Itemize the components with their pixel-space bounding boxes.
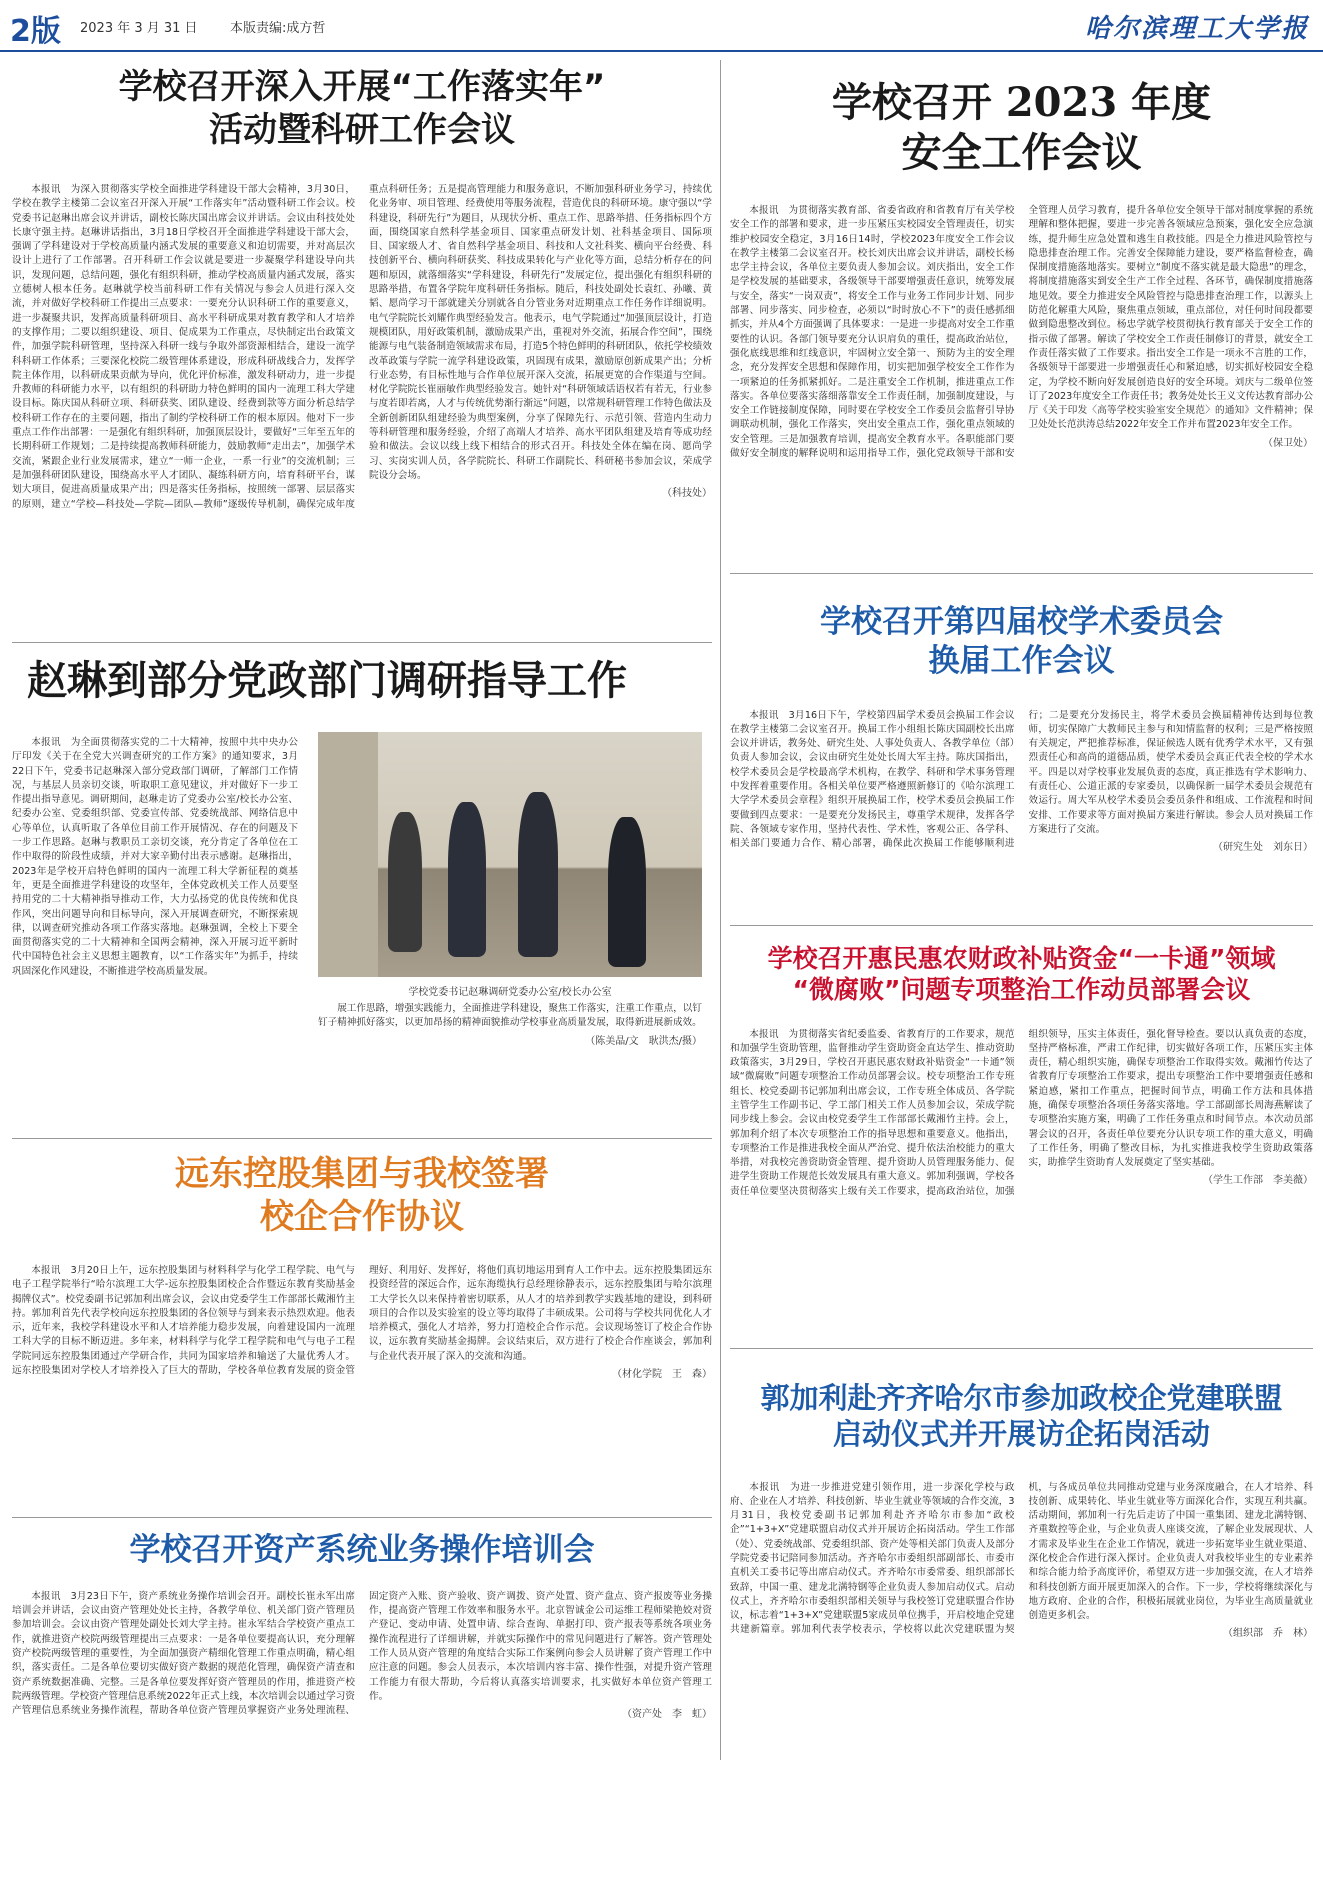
page-header [0,0,1323,52]
article-anti-corruption-title: 学校召开惠民惠农财政补贴资金“一卡通”领域 “微腐败”问题专项整治工作动员部署会议 [767,944,1276,1005]
article-fareast-cooperation-body: 本报讯 3月20日上午，远东控股集团与材料科学与化学工程学院、电气与电子工程学院举行“哈尔滨理工大学-远东控股集团校企合作暨远东教育奖励基金揭牌仪式”。校党委副书记郭加利出席会议，会议由党委学生工作部部长戴湘竹主持。郭加利首先代表学校向远东控股集团的各位领导与到来表示热烈欢迎。他表示，近年来，我校学科建设水平和人才培养能力稳步发展，向着建设国内一流理工科大学的目标不断迈进。多年来，材料科学与化学工程学院和电气与电子工程学院同远东控股集团通过产学研合作，共同为国家培养和输送了大量优秀人才。远东控股集团对学校人才培养投入了巨大的帮助，学校各单位教育发展的资金管理好、利用好、发挥好，将他们真切地运用到育人工作中去。远东控股集团远东投资经营的深远合作，远东海缆执行总经理徐静表示，远东控股集团与哈尔滨理工大学长久以来保持着密切联系，从人才的培养到教学实践基地的建设，到科研项目的合作以及实验室的设立等均取得了丰硕成果。公司将与学校共同优化人才培养模式，强化人才培养，努力打造校企合作示范。会议现场签订了校企合作协议，远东教育奖励基金揭牌。会议结束后，双方进行了校企合作座谈会，郭加利与企业代表开展了深入的交流和沟通。 （材化学院 王 森） [12,1265,712,1381]
section-divider [730,925,1313,926]
article-zhaolin-research [12,650,712,1130]
article-party-alliance [730,1358,1313,1883]
article-asset-training [12,1525,712,1883]
article-fareast-cooperation [12,1145,712,1510]
article-party-alliance-body: 本报讯 为进一步推进党建引领作用，进一步深化学校与政府、企业在人才培养、科技创新、毕业生就业等领域的合作交流，3月31日，我校党委副书记郭加利赴齐齐哈尔市参加“政校企”“1+3+X”党建联盟启动仪式并开展访企拓岗活动。学生工作部（处）、党委统战部、党委组织部、资产处等相关部门负责人及部分学院党委书记陪同参加活动。齐齐哈尔市委组织部副部长、市委市直机关工委书记等出席启动仪式。齐齐哈尔市委常委、组织部部长致辞，中国一重、建龙北满特钢等企业负责人参加启动仪式。启动仪式上，齐齐哈尔市委组织部相关领导与我校签订党建联盟合作协议，标志着“1+3+X”党建联盟5家成员单位携手，开启校地企党建共建新篇章。郭加利代表学校表示，学校将以此次党建联盟为契机，与各成员单位共同推动党建与业务深度融合，在人才培养、科技创新、成果转化、毕业生就业等方面深化合作，实现互利共赢。活动期间，郭加利一行先后走访了中国一重集团、建龙北满特钢、齐重数控等企业，与企业负责人座谈交流，了解企业发展现状、人才需求及毕业生在企业工作情况，就进一步拓宽毕业生就业渠道、深化校企合作进行深入探讨。企业负责人对我校毕业生的专业素养和综合能力给予高度评价，希望双方进一步加强交流，在人才培养和科技创新方面开展更加深入的合作。下一步，学校将继续深化与地方政府、企业的合作，积极拓展就业岗位，为毕业生高质量就业创造更多机会。 （组织部 乔 林） [730,1481,1313,1640]
column-divider [720,60,721,1760]
section-divider [730,1348,1313,1349]
article-anti-corruption-body: 本报讯 为贯彻落实省纪委监委、省教育厅的工作要求，规范和加强学生资助管理，监督推动学生资助资金直达学生、推动资助政策落实，3月29日，学校召开惠民惠农财政补贴资金“一卡通”领域“微腐败”问题专项整治工作动员部署会议。校专项整治工作专班组长、校党委副书记郭加利出席会议，工作专班全体成员、各学院主管学生工作副书记、学工部门相关工作人员参加会议，荣成学院同步线上参会。会议由校党委学生工作部部长戴湘竹主持。会上，郭加利介绍了本次专项整治工作的指导思想和重要意义。他指出，专项整治工作是推进我校全面从严治党、提升依法治校能力的重大举措，对我校完善资助资金管理、提升资助人员管理服务能力、促进学生资助工作规范长效发展具有重大意义。郭加利强调，学校各责任单位要坚决贯彻落实上级有关工作要求，提高政治站位，加强组织领导，压实主体责任，强化督导检查。要以认真负责的态度，坚持严格标准，严肃工作纪律，切实做好各项工作，压紧压实主体责任，精心组织实施，确保专项整治工作取得实效。戴湘竹传达了省教育厅专项整治工作要求，提出专项整治工作中要增强责任感和紧迫感，紧扣工作重点，把握时间节点，明确工作方法和具体措施，确保专项整治各项任务落实落地。学工部副部长周海燕解读了专项整治实施方案，明确了工作任务重点和时间节点。本次动员部署会议的召开，各责任单位要充分认识专项工作的重大意义，明确了工作任务，明确了整改目标，为扎实推进我校学生资助政策落实，助推学生资助育人发展奠定了坚实基础。 （学生工作部 李美薇） [730,1028,1313,1197]
person-figure [518,792,558,957]
person-figure [448,802,486,957]
article-safety-meeting-body: 本报讯 为贯彻落实教育部、省委省政府和省教育厅有关学校安全工作的部署和要求，进一步压紧压实校园安全管理责任，切实维护校园安全稳定，3月16日14时，学校2023年度安全工作会议在教学主楼第二会议室召开。校长刘庆出席会议并讲话，副校长杨忠学主持会议，各单位主要负责人参加会议。刘庆指出，安全工作是学校发展的基础要求，各级领导干部要增强责任意识，统筹发展与安全，落实“一岗双责”，将安全工作与业务工作同步计划、同步部署、同步落实、同步检查，必须以“时时放心不下”的责任感抓细抓实，并从4个方面强调了具体要求：一是进一步提高对安全工作重要性的认识。各部门领导要充分认识肩负的重任，提高政治站位，强化底线思维和红线意识，牢固树立安全第一、预防为主的安全理念，充分发挥安全思想和保障作用，切实把加强学校安全工作作为一项紧迫的任务抓紧抓好。二是注重安全工作机制，推进重点工作落实。各单位要落实落细落靠安全工作责任制，加强制度建设，与安全工作链接制度保障，同时要在学校安全工作委员会监督引导协调联动机制，强化工作落实，突出安全重点工作，强化重点领域的安全管理。三是加强教育培训，提高安全教育水平。各职能部门要做好安全制度的解释说明和运用指导工作，强化党政领导干部和安全管理人员学习教育，提升各单位安全领导干部对制度掌握的系统理解和整体把握，要进一步完善各领域应急预案，强化安全应急演练，提升师生应急处置和逃生自救技能。四是全力推进风险管控与隐患排查治理工作。完善安全保障能力建设，要严格监督检查，确保制度措施落地落实。要树立“制度不落实就是最大隐患”的理念，将制度措施落实到安全生产工作全过程、各环节，确保制度措施落地见效。要全力推进安全风险管控与隐患排查治理工作，以源头上防范化解重大风险，聚焦重点领域，重点部位，对任何时间段都要做到隐患整改到位。杨忠学就学校贯彻执行教育部关于安全工作的指示做了部署。解读了学校安全工作责任制修订的背景，就安全工作责任落实做了工作要求。指出安全工作是一项永不言胜的工作，各级领导干部要进一步增强责任心和紧迫感，切实抓好校园安全稳定，为学校不断向好发展创造良好的安全环境。刘庆与二级单位签订了2023年度安全工作责任书；教务处处长王义文传达教育部办公厅《关于印发〈高等学校实验室安全规范〉的通知》文件精神；保卫处处长范洪涛总结2022年安全工作并布置2023年安全工作。 （保卫处） [730,205,1313,460]
article-zhaolin-research-body-right: 展工作思路，增强实践能力，全面推进学科建设，聚焦工作落实，注重工作重点，以钉钉子精神抓好落实，以更加昂扬的精神面貌推动学校事业高质量发展，取得新进展新成效。 （陈美晶/文 耿洪杰/摄） [318,1003,702,1047]
page-number: 2版 [10,14,61,49]
person-figure [388,812,422,952]
masthead-logo: 哈尔滨理工大学报 [1084,14,1309,44]
article-zhaolin-research-body-left: 本报讯 为全面贯彻落实党的二十大精神，按照中共中央办公厅印发《关于在全党大兴调查研究的工作方案》的通知要求，3月22日下午，党委书记赵琳深入部分党政部门调研，了解部门工作情况，与基层人员亲切交谈，听取职工意见建议，并对做好下一步工作提出指导意见。调研期间，赵琳走访了党委办公室/校长办公室、纪委办公室、党委组织部、党委宣传部、党委统战部、网络信息中心等单位，认真听取了各单位目前工作开展情况、存在的问题及下一步工作思路。赵琳与教职员工亲切交谈，充分肯定了各单位在工作中取得的阶段性成绩，并对大家辛勤付出表示感谢。赵琳指出，2023年是学校开启特色鲜明的国内一流理工科大学新征程的奠基年，更是全面推进学科建设的攻坚年，全体党政机关工作人员要坚持用党的二十大精神指导推动工作，大力弘扬党的优良传统和优良作风，突出问题导向和目标导向，深入开展调查研究，不断探索规律，以调查研究推动各项工作落实落地。赵琳强调，全校上下要全面贯彻落实党的二十大精神和全国两会精神，深入开展习近平新时代中国特色社会主义思想主题教育，以“工作落实年”为抓手，持续巩固深化作风建设，不断推进学校高质量发展。 [12,737,298,977]
page-editor: 本版责编:成方哲 [230,21,326,36]
article-research-meeting [12,60,712,635]
section-divider [12,642,712,643]
article-asset-training-title: 学校召开资产系统业务操作培训会 [129,1532,595,1568]
section-divider [12,1517,712,1518]
article-academic-committee [730,585,1313,915]
section-divider [12,1138,712,1139]
article-safety-meeting [730,60,1313,565]
section-divider [730,573,1313,574]
photo-caption: 学校党委书记赵琳调研党委办公室/校长办公室 [408,987,612,998]
article-academic-committee-body: 本报讯 3月16日下午，学校第四届学术委员会换届工作会议在教学主楼第二会议室召开。换届工作小组组长陈庆国副校长出席会议并讲话，教务处、研究生处、人事处负责人、各教学单位（部）负责人参加会议，会议由研究生处处长周大军主持。陈庆国指出，校学术委员会是学校最高学术机构，在教学、科研和学术事务管理中发挥着重要作用。各相关单位要严格遵照新修订的《哈尔滨理工大学学术委员会章程》组织开展换届工作，校学术委员会换届工作要做到四点要求：一是要充分发扬民主，尊重学术规律，发挥各学院、各领域专家作用，坚持代表性、学术性，客观公正、各学科、相关部门要通力合作、精心部署，确保此次换届工作能够顺利进行；二是要充分发扬民主，将学术委员会换届精神传达到每位教师，切实保障广大教师民主参与和知情监督的权利；三是严格按照有关规定，严把推荐标准，保证候选人既有优秀学术水平，又有强烈责任心和高尚的道德品质，使学术委员会真正代表全校的学术水平。四是以对学校事业发展负责的态度，真正推选有学术影响力、有责任心、公道正派的专家委员，以确保新一届学术委员会规范有效运行。周大军从校学术委员会委员条件和组成、工作流程和时间安排、工作要求等方面对换届方案进行解读。参会人员对换届工作方案进行了交流。 （研究生处 刘东日） [730,709,1313,854]
article-party-alliance-title: 郭加利赴齐齐哈尔市参加政校企党建联盟 启动仪式并开展访企拓岗活动 [760,1381,1283,1452]
article-zhaolin-research-title: 赵琳到部分党政部门调研指导工作 [27,658,627,704]
article-fareast-cooperation-title: 远东控股集团与我校签署 校企合作协议 [175,1154,549,1237]
article-academic-committee-title: 学校召开第四届校学术委员会 换届工作会议 [820,604,1223,679]
person-figure [608,817,646,967]
issue-date: 2023 年 3 月 31 日 [80,21,198,36]
news-photo [318,732,702,977]
article-asset-training-body: 本报讯 3月23日下午，资产系统业务操作培训会召开。副校长崔永军出席培训会并讲话，会议由资产管理处处长主持，各教学单位、机关部门资产管理员参加培训会。会议由资产管理处副处长刘大学主持。崔永军结合学校资产重点工作，就推进资产校院两级管理提出三点要求：一是各单位要提高认识，充分理解资产校院两级管理的重要性，为全面加强资产精细化管理工作重点明确，精心组织，落实责任。二是各单位要切实做好资产数据的规范化管理，确保资产清查和资产系统数据准确、完整。三是各单位要发挥好资产管理员的作用，推进资产校院两级管理。学校资产管理信息系统2022年正式上线，本次培训会以通过学习资产管理信息系统业务操作流程，帮助各单位资产管理员掌握资产业务处理流程、固定资产入账、资产验收、资产调拨、资产处置、资产盘点、资产报废等业务操作，提高资产管理工作效率和服务水平。北京智诚金公司运维工程师梁艳姣对资产登记、变动申请、处置申请、综合查询、单据打印、资产报表等系统各项业务操作流程进行了详细讲解，并就实际操作中的常见问题进行了解答。资产管理处工作人员从资产管理的角度结合实际工作案例向参会人员讲解了资产管理工作中应注意的问题。参会人员表示，本次培训内容丰富、操作性强，对提升资产管理工作能力有很大帮助，今后将认真落实培训要求，扎实做好本单位资产管理工作。 （资产处 李 虹） [12,1590,712,1721]
article-research-meeting-title: 学校召开深入开展“工作落实年” 活动暨科研工作会议 [118,67,606,150]
article-research-meeting-body: 本报讯 为深入贯彻落实学校全面推进学科建设干部大会精神，3月30日，学校在教学主楼第二会议室召开深入开展“工作落实年”活动暨科研工作会议。校党委书记赵琳出席会议并讲话，副校长陈庆国出席会议并讲话。会议由科技处处长康守强主持。赵琳讲话指出，3月18日学校召开全面推进学科建设干部大会，强调了学科建设对于学校高质量内涵式发展的重要意义和迫切需要，并对高层次设计上进行了工作部署。召开科研工作会议就是要进一步凝聚学科建设导向共识，发现问题，总结问题，强化有组织科研，推动学校高质量内涵式发展，落实立德树人根本任务。赵琳就学校当前科研工作有关情况与参会人员进行深入交流，并对做好学校科研工作提出三点要求：一要充分认识科研工作的重要意义，进一步凝聚共识，发挥高质量科研项目、高水平科研成果对教育教学和人才培养的支撑作用；二要以组织建设、项目、促成果为工作重点，尽快制定出台政策文件，加强学院科研管理，坚持深入科研一线与争取外部资源相结合，建设一流学科科研工作体系；三要深化校院二级管理体系建设，形成科研战线合力，发挥学院主体作用，以科研成果贡献为导向，优化评价标准，激发科研动力，进一步提升教师的科研能力水平，以有组织的科研助力特色鲜明的国内一流理工科大学建设目标。陈庆国从科研立项、科研获奖、团队建设、经费到款等方面分析总结学校科研工作存在的主要问题，指出了制约学校科研工作的根本原因。他对下一步重点工作作出部署：一是强化有组织科研，加强顶层设计，要做好“三年至五年的长期科研工作规划；二是持续提高教师科研能力，鼓励教师“走出去”，加强学术交流，紧跟企业行业发展需求，建立“一师一企业，一系一行业”的交流机制；三是加强科研团队建设，围绕高水平人才团队、凝练科研方向，培育科研平台，谋划大项目，促进高质量成果产出；四是落实任务指标，按照统一部署、层层落实的原则，建立“学校—科技处—学院—团队—教师”逐级传导机制，确保完成年度重点科研任务；五是提高管理能力和服务意识，不断加强科研业务学习，持续优化业务审、项目管理、经费使用等服务流程，营造优良的科研环境。康守强以“学科建设，科研先行”为题目，从现状分析、重点工作、思路举措、任务指标四个方面，围绕国家自然科学基金项目、国家重点研发计划、社科基金项目、国际项目、国家级人才、省自然科学基金项目、科技和人文社科奖、横向平台经费、科技创新平台、横向科研获奖、科技成果转化与产业化等方面，总结分析存在的问题和原因，就落细落实“学科建设，科研先行”发展定位，提出强化有组织科研的思路举措，布置各学院年度科研任务指标。随后，科技处副处长袁红、孙曦、黄韬、愿尚学习干部就建关分别就各自分管业务对近期重点工作任务作详细说明。电气学院院长刘耀作典型经验发言。他表示，电气学院通过“加强顶层设计，打造规模团队，用好政策机制，激励成果产出，重视对外交流，拓展合作空间”，围绕能源与电气装备制造领域需求布局，打造5个特色鲜明的科研团队，依托学校绩效改革政策与学院一流学科建设政策，巩固现有成果，激励原创新成果产出；分析行业态势，有目标性地与合作单位展开深入交流，拓展更宽的合作渠道与空间。材化学院院长崔丽敏作典型经验发言。她针对“科研领域话语权若有若无，行业参与度若即若离，人才与传统优势渐行渐远”问题，以常规科研管理工作特色做法及全新创新团队组建经验为典型案例，分享了保障先行、示范引领、营造内生动力等科研管理和服务经验，介绍了高端人才培养、高水平团队组建及培育等成功经验和做法。会议以线上线下相结合的形式召开。科技处全体在编在岗、愿尚学习、实岗实训人员，各学院院长、科研工作副院长、科研秘书参加会议，荣成学院设分会场。 （科技处） [12,184,712,510]
wall-panel [318,732,378,977]
article-safety-meeting-title: 学校召开 2023 年度 安全工作会议 [831,79,1212,176]
article-anti-corruption [730,935,1313,1340]
